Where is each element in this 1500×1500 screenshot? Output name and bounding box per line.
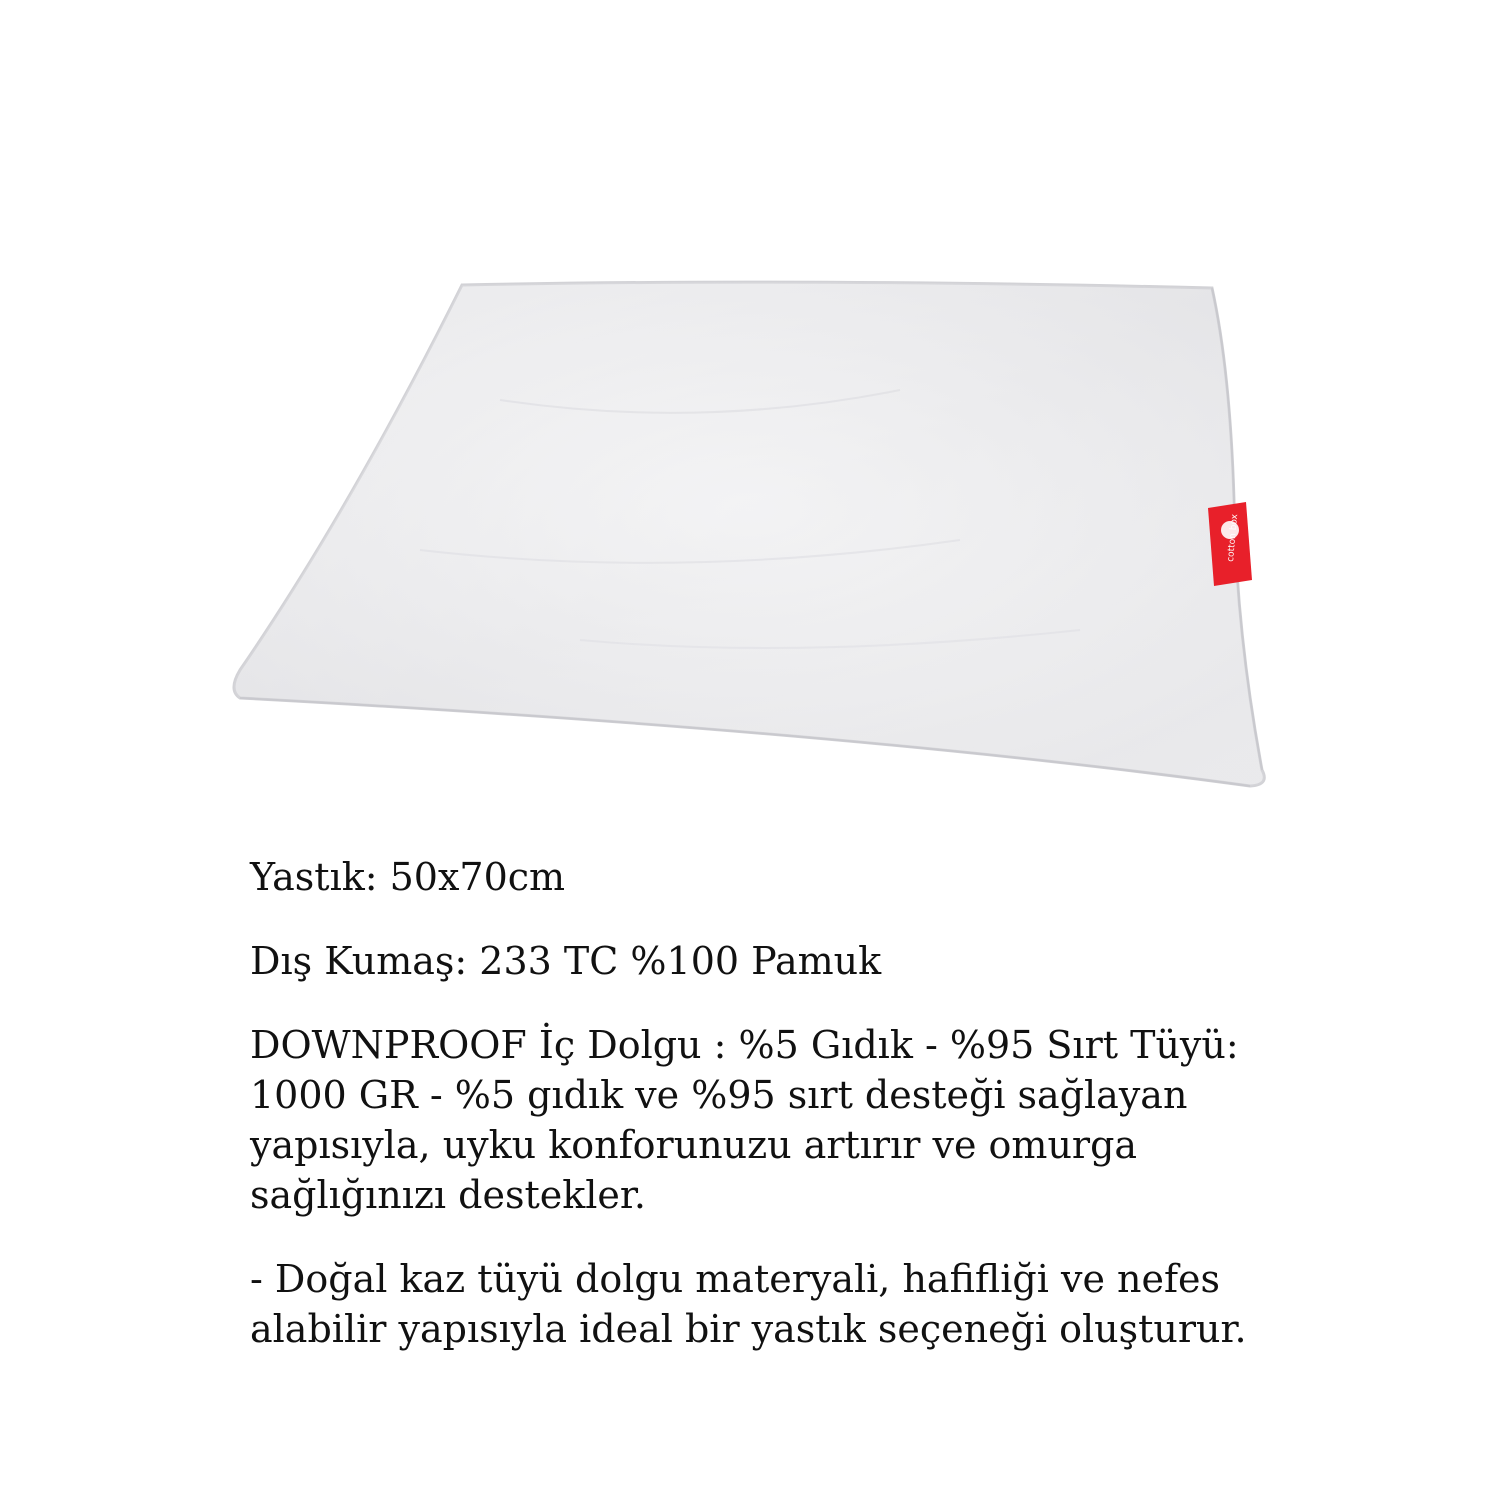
product-description [250, 852, 1330, 1388]
feature-paragraph: - Doğal kaz tüyü dolgu materyali, hafifliği ve nefes alabilir yapısıyla ideal bir yastık seçeneği oluşturur. [250, 1257, 1247, 1351]
brand-tag-logo [1208, 502, 1252, 586]
svg-text:cotton box: cotton box [1226, 513, 1241, 563]
product-image-pillow [200, 250, 1300, 810]
size-line: Yastık: 50x70cm [250, 855, 566, 899]
filling-paragraph: DOWNPROOF İç Dolgu : %5 Gıdık - %95 Sırt Tüyü: 1000 GR - %5 gıdık ve %95 sırt desteği sağlayan yapısıyla, uyku konforunuzu artırır ve omurga sağlığınızı destekler. [250, 1023, 1239, 1217]
fabric-line: Dış Kumaş: 233 TC %100 Pamuk [250, 939, 882, 983]
